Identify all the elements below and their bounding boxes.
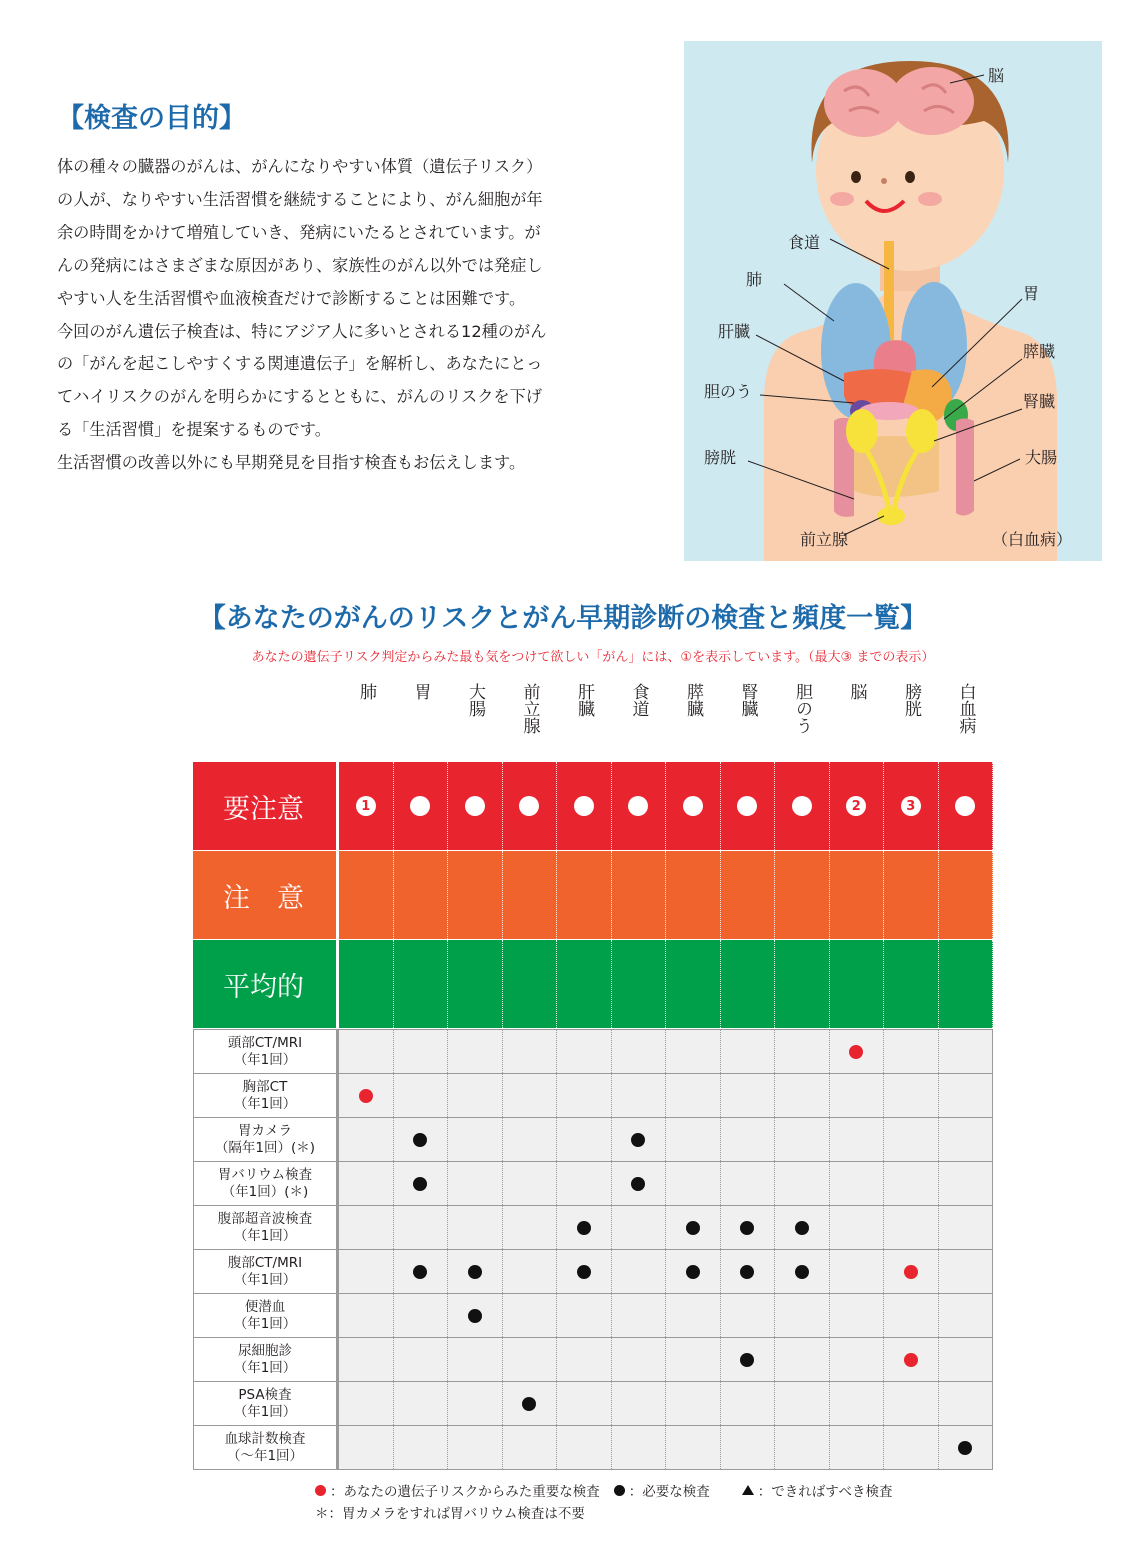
legend-triangle-text: ：できればすべき検査 <box>757 1484 893 1500</box>
exam-label <box>193 1074 339 1117</box>
white-dot-icon <box>737 796 757 816</box>
exam-cell <box>775 1030 830 1073</box>
risk-cell <box>448 762 503 850</box>
risk-cell <box>557 940 612 1028</box>
black-dot-icon <box>468 1265 482 1279</box>
legend-row <box>315 1480 892 1500</box>
exam-cell <box>939 1338 994 1381</box>
column-header <box>612 683 666 717</box>
risk-cell <box>830 762 885 850</box>
exam-cell <box>557 1294 612 1337</box>
exam-cell <box>775 1118 830 1161</box>
label-kidney: 腎臓 <box>1023 392 1056 411</box>
white-dot-icon <box>519 796 539 816</box>
exam-cell <box>666 1030 721 1073</box>
legend-note: ＊：胃カメラをすれば胃バリウム検査は不要 <box>315 1506 585 1522</box>
exam-name: PSA検査 <box>238 1386 292 1403</box>
white-dot-icon <box>955 796 975 816</box>
risk-cell <box>503 762 558 850</box>
exam-cell <box>939 1294 994 1337</box>
risk-cell <box>612 762 667 850</box>
exam-cell <box>339 1162 394 1205</box>
exam-frequency: （年1回） <box>233 1271 297 1288</box>
exam-cell <box>666 1206 721 1249</box>
exam-cell <box>612 1074 667 1117</box>
exam-cell <box>830 1338 885 1381</box>
exam-row <box>193 1382 993 1426</box>
purpose-line: 余の時間をかけて増殖していき、発病にいたるとされています。が <box>57 222 541 242</box>
exam-cell <box>557 1030 612 1073</box>
column-header <box>394 683 448 700</box>
risk-level-label: 要注意 <box>193 762 339 850</box>
risk-level-row <box>193 940 993 1029</box>
column-header-label: 白血病 <box>955 683 976 734</box>
label-stomach: 胃 <box>1023 284 1040 303</box>
black-dot-icon <box>614 1485 625 1496</box>
red-dot-icon <box>904 1265 918 1279</box>
risk-cell <box>721 851 776 939</box>
exam-cell <box>721 1030 776 1073</box>
black-dot-icon <box>795 1265 809 1279</box>
exam-cell <box>830 1118 885 1161</box>
exam-cell <box>939 1382 994 1425</box>
exam-cell <box>448 1250 503 1293</box>
exam-row <box>193 1118 993 1162</box>
exam-cell <box>503 1338 558 1381</box>
purpose-line: 生活習慣の改善以外にも早期発見を目指す検査もお伝えします。 <box>57 453 526 473</box>
risk-cell <box>939 762 994 850</box>
purpose-line: の人が、なりやすい生活習慣を継続することにより、がん細胞が年 <box>57 189 543 209</box>
exam-cell <box>503 1030 558 1073</box>
exam-cell <box>721 1250 776 1293</box>
exam-cell <box>339 1338 394 1381</box>
exam-cell <box>830 1426 885 1469</box>
legend-red-text: ：あなたの遺伝子リスクからみた重要な検査 <box>330 1484 600 1500</box>
risk-cell <box>775 851 830 939</box>
exam-cell <box>721 1074 776 1117</box>
exam-label <box>193 1338 339 1381</box>
exam-row <box>193 1162 993 1206</box>
purpose-line: る「生活習慣」を提案するものです。 <box>57 420 331 440</box>
exam-cell <box>557 1074 612 1117</box>
exam-row <box>193 1426 993 1470</box>
purpose-line: てハイリスクのがんを明らかにするとともに、がんのリスクを下げ <box>57 387 542 407</box>
exam-cell <box>884 1426 939 1469</box>
risk-cell <box>884 851 939 939</box>
label-gallbladder: 胆のう <box>704 382 753 401</box>
column-header <box>339 683 393 700</box>
exam-cell <box>884 1294 939 1337</box>
purpose-line: 今回のがん遺伝子検査は、特にアジア人に多いとされる12種のがん <box>57 321 547 341</box>
exam-cell <box>339 1250 394 1293</box>
exam-cell <box>666 1074 721 1117</box>
exam-cell <box>830 1206 885 1249</box>
column-header-label: 胃 <box>410 683 431 700</box>
exam-cell <box>394 1382 449 1425</box>
white-dot-icon <box>792 796 812 816</box>
red-dot-icon <box>849 1045 863 1059</box>
exam-cell <box>721 1338 776 1381</box>
chart-subtitle: あなたの遺伝子リスク判定からみた最も気をつけて欲しい「がん」には、①を表示しています。（最大③ までの表示） <box>251 650 935 665</box>
exam-cell <box>557 1426 612 1469</box>
exam-cell <box>448 1294 503 1337</box>
risk-cell <box>775 940 830 1028</box>
white-dot-icon <box>410 796 430 816</box>
exam-cell <box>503 1162 558 1205</box>
exam-cell <box>503 1118 558 1161</box>
exam-cell <box>503 1426 558 1469</box>
exam-cell <box>448 1162 503 1205</box>
exam-cell <box>557 1250 612 1293</box>
black-dot-icon <box>686 1221 700 1235</box>
label-liver: 肝臓 <box>718 322 751 341</box>
exam-cell <box>666 1338 721 1381</box>
risk-cell <box>394 940 449 1028</box>
column-header-label: 肺 <box>356 683 376 700</box>
exam-cell <box>775 1382 830 1425</box>
label-brain: 脳 <box>988 66 1005 85</box>
exam-frequency: （年1回） <box>233 1095 297 1112</box>
exam-cell <box>884 1162 939 1205</box>
exam-cell <box>394 1250 449 1293</box>
column-header-label: 膀胱 <box>901 683 921 717</box>
risk-cell <box>557 851 612 939</box>
black-dot-icon <box>795 1221 809 1235</box>
column-header <box>503 683 557 734</box>
legend-black-text: ：必要な検査 <box>628 1484 710 1500</box>
risk-cell <box>448 940 503 1028</box>
exam-frequency: （年1回） <box>233 1315 297 1332</box>
exam-row <box>193 1074 993 1118</box>
exam-cell <box>557 1382 612 1425</box>
column-header <box>448 683 502 717</box>
exam-cell <box>557 1162 612 1205</box>
exam-cell <box>884 1074 939 1117</box>
exam-cell <box>939 1030 994 1073</box>
risk-cell <box>721 762 776 850</box>
risk-cell <box>339 851 394 939</box>
risk-cell <box>612 851 667 939</box>
risk-cell <box>666 940 721 1028</box>
risk-level-label: 平均的 <box>193 940 339 1028</box>
exam-cell <box>939 1162 994 1205</box>
exam-name: 血球計数検査 <box>224 1430 306 1447</box>
label-leukemia: （白血病） <box>992 530 1073 549</box>
anatomy-illustration <box>684 41 1102 561</box>
exam-cell <box>503 1294 558 1337</box>
exam-cell <box>721 1206 776 1249</box>
column-header <box>557 683 611 717</box>
exam-cell <box>394 1074 449 1117</box>
risk-cell <box>339 940 394 1028</box>
white-dot-icon <box>465 796 485 816</box>
exam-cell <box>557 1206 612 1249</box>
column-header <box>666 683 720 717</box>
black-dot-icon <box>522 1397 536 1411</box>
exam-row <box>193 1206 993 1250</box>
risk-cell <box>448 851 503 939</box>
risk-cell <box>939 940 994 1028</box>
exam-cell <box>666 1162 721 1205</box>
exam-row <box>193 1338 993 1382</box>
black-dot-icon <box>577 1221 591 1235</box>
exam-label <box>193 1382 339 1425</box>
exam-cell <box>666 1382 721 1425</box>
exam-cell <box>884 1206 939 1249</box>
priority-number-badge: 2 <box>846 796 866 816</box>
exam-label <box>193 1250 339 1293</box>
exam-frequency: （年1回） <box>233 1227 297 1244</box>
risk-cell <box>939 851 994 939</box>
exam-label <box>193 1426 339 1469</box>
purpose-body <box>57 151 647 480</box>
exam-cell <box>612 1382 667 1425</box>
exam-label <box>193 1294 339 1337</box>
exam-cell <box>775 1426 830 1469</box>
exam-cell <box>830 1162 885 1205</box>
exam-cell <box>775 1206 830 1249</box>
label-pancreas: 膵臓 <box>1023 342 1056 361</box>
exam-cell <box>884 1382 939 1425</box>
red-dot-icon <box>904 1353 918 1367</box>
exam-cell <box>503 1382 558 1425</box>
black-dot-icon <box>740 1353 754 1367</box>
purpose-line: んの発病にはさまざまな原因があり、家族性のがん以外では発症し <box>57 255 543 275</box>
exam-cell <box>339 1030 394 1073</box>
exam-name: 腹部CT/MRI <box>227 1254 303 1271</box>
exam-cell <box>394 1426 449 1469</box>
exam-cell <box>612 1294 667 1337</box>
exam-cell <box>775 1250 830 1293</box>
exam-cell <box>721 1162 776 1205</box>
black-dot-icon <box>740 1265 754 1279</box>
column-header <box>884 683 938 717</box>
exam-name: 頭部CT/MRI <box>227 1034 303 1051</box>
exam-cell <box>775 1294 830 1337</box>
risk-cell <box>666 762 721 850</box>
exam-label <box>193 1206 339 1249</box>
exam-cell <box>775 1162 830 1205</box>
black-dot-icon <box>413 1177 427 1191</box>
exam-cell <box>339 1382 394 1425</box>
exam-cell <box>830 1030 885 1073</box>
column-header-label: 腎臓 <box>737 683 758 717</box>
exam-cell <box>448 1030 503 1073</box>
column-header-label: 肝臓 <box>574 683 594 717</box>
exam-cell <box>394 1118 449 1161</box>
purpose-line: の「がんを起こしやすくする関連遺伝子」を解析し、あなたにとっ <box>57 354 543 374</box>
exam-cell <box>612 1338 667 1381</box>
black-dot-icon <box>631 1133 645 1147</box>
exam-name: 胃カメラ <box>238 1122 292 1139</box>
exam-cell <box>830 1294 885 1337</box>
black-dot-icon <box>958 1441 972 1455</box>
exam-cell <box>884 1338 939 1381</box>
risk-cell <box>612 940 667 1028</box>
exam-cell <box>884 1250 939 1293</box>
exam-cell <box>612 1030 667 1073</box>
exam-cell <box>394 1030 449 1073</box>
risk-cell <box>884 940 939 1028</box>
exam-cell <box>448 1206 503 1249</box>
exam-cell <box>830 1074 885 1117</box>
exam-frequency: （年1回） <box>233 1403 297 1420</box>
exam-cell <box>503 1206 558 1249</box>
risk-level-row <box>193 762 993 851</box>
black-dot-icon <box>740 1221 754 1235</box>
exam-cell <box>339 1118 394 1161</box>
exam-cell <box>939 1206 994 1249</box>
label-esophagus: 食道 <box>788 233 821 252</box>
exam-cell <box>666 1250 721 1293</box>
risk-level-label: 注 意 <box>193 851 339 939</box>
exam-cell <box>448 1338 503 1381</box>
risk-cell <box>830 851 885 939</box>
exam-cell <box>721 1294 776 1337</box>
purpose-title: 【検査の目的】 <box>57 103 246 134</box>
anatomy-figure <box>684 41 1102 561</box>
risk-cell <box>394 851 449 939</box>
exam-cell <box>339 1074 394 1117</box>
exam-cell <box>394 1294 449 1337</box>
white-dot-icon <box>628 796 648 816</box>
label-lung: 肺 <box>746 270 763 289</box>
exam-cell <box>884 1118 939 1161</box>
exam-cell <box>775 1338 830 1381</box>
exam-cell <box>339 1294 394 1337</box>
exam-cell <box>394 1162 449 1205</box>
column-header-label: 大腸 <box>465 683 485 717</box>
column-header-label: 膵臓 <box>683 683 703 717</box>
exam-row <box>193 1029 993 1074</box>
risk-cell <box>339 762 394 850</box>
exam-cell <box>939 1118 994 1161</box>
exam-row <box>193 1294 993 1338</box>
exam-cell <box>339 1206 394 1249</box>
exam-cell <box>666 1294 721 1337</box>
exam-cell <box>666 1426 721 1469</box>
black-dot-icon <box>577 1265 591 1279</box>
risk-cell <box>503 940 558 1028</box>
exam-cell <box>775 1074 830 1117</box>
black-dot-icon <box>413 1133 427 1147</box>
exam-cell <box>830 1250 885 1293</box>
exam-cell <box>503 1074 558 1117</box>
exam-cell <box>448 1426 503 1469</box>
exam-cell <box>939 1426 994 1469</box>
exam-cell <box>612 1118 667 1161</box>
exam-name: 胸部CT <box>242 1078 288 1095</box>
exam-cell <box>557 1118 612 1161</box>
exam-cell <box>721 1118 776 1161</box>
risk-level-row <box>193 851 993 940</box>
exam-cell <box>503 1250 558 1293</box>
risk-cell <box>830 940 885 1028</box>
column-header-label: 食道 <box>628 683 649 717</box>
label-colon: 大腸 <box>1025 448 1058 467</box>
exam-cell <box>448 1074 503 1117</box>
exam-frequency: （隔年1回）(＊) <box>214 1139 316 1156</box>
exam-cell <box>721 1382 776 1425</box>
exam-name: 胃バリウム検査 <box>217 1166 313 1183</box>
white-dot-icon <box>683 796 703 816</box>
exam-cell <box>884 1030 939 1073</box>
exam-row <box>193 1250 993 1294</box>
label-prostate: 前立腺 <box>800 530 849 549</box>
risk-cell <box>503 851 558 939</box>
black-dot-icon <box>413 1265 427 1279</box>
column-header-label: 胆のう <box>792 683 812 734</box>
column-header <box>939 683 993 734</box>
black-dot-icon <box>631 1177 645 1191</box>
priority-number-badge: 1 <box>356 796 376 816</box>
exam-frequency: （年1回） <box>233 1051 297 1068</box>
exam-cell <box>612 1250 667 1293</box>
exam-frequency: （～年1回） <box>226 1447 304 1464</box>
exam-cell <box>939 1074 994 1117</box>
risk-cell <box>721 940 776 1028</box>
exam-name: 尿細胞診 <box>238 1342 292 1359</box>
exam-cell <box>721 1426 776 1469</box>
exam-cell <box>666 1118 721 1161</box>
exam-label <box>193 1030 339 1073</box>
red-dot-icon <box>315 1485 326 1496</box>
black-dot-icon <box>468 1309 482 1323</box>
exam-name: 便潜血 <box>244 1298 286 1315</box>
black-dot-icon <box>686 1265 700 1279</box>
exam-cell <box>830 1382 885 1425</box>
exam-cell <box>339 1426 394 1469</box>
exam-frequency: （年1回） <box>233 1359 297 1376</box>
exam-cell <box>394 1338 449 1381</box>
triangle-icon <box>742 1485 754 1495</box>
chart-title: 【あなたのがんのリスクとがん早期診断の検査と頻度一覧】 <box>198 603 928 634</box>
purpose-line: やすい人を生活習慣や血液検査だけで診断することは困難です。 <box>57 288 526 308</box>
priority-number-badge: 3 <box>901 796 921 816</box>
exam-cell <box>612 1162 667 1205</box>
risk-cell <box>884 762 939 850</box>
exam-label <box>193 1118 339 1161</box>
column-header <box>775 683 829 734</box>
risk-cell <box>557 762 612 850</box>
risk-exam-table <box>193 762 993 1470</box>
risk-cell <box>666 851 721 939</box>
risk-cell <box>775 762 830 850</box>
column-header-label: 脳 <box>846 683 867 700</box>
exam-cell <box>394 1206 449 1249</box>
exam-cell <box>612 1206 667 1249</box>
exam-name: 腹部超音波検査 <box>217 1210 313 1227</box>
exam-frequency: （年1回）(＊) <box>221 1183 309 1200</box>
exam-cell <box>448 1118 503 1161</box>
exam-cell <box>612 1426 667 1469</box>
exam-cell <box>939 1250 994 1293</box>
exam-cell <box>448 1382 503 1425</box>
column-header <box>721 683 775 717</box>
column-header <box>830 683 884 700</box>
white-dot-icon <box>574 796 594 816</box>
exam-label <box>193 1162 339 1205</box>
column-header-label: 前立腺 <box>519 683 540 734</box>
purpose-line: 体の種々の臓器のがんは、がんになりやすい体質（遺伝子リスク） <box>57 157 543 176</box>
red-dot-icon <box>359 1089 373 1103</box>
label-bladder: 膀胱 <box>704 448 737 467</box>
risk-cell <box>394 762 449 850</box>
exam-cell <box>557 1338 612 1381</box>
